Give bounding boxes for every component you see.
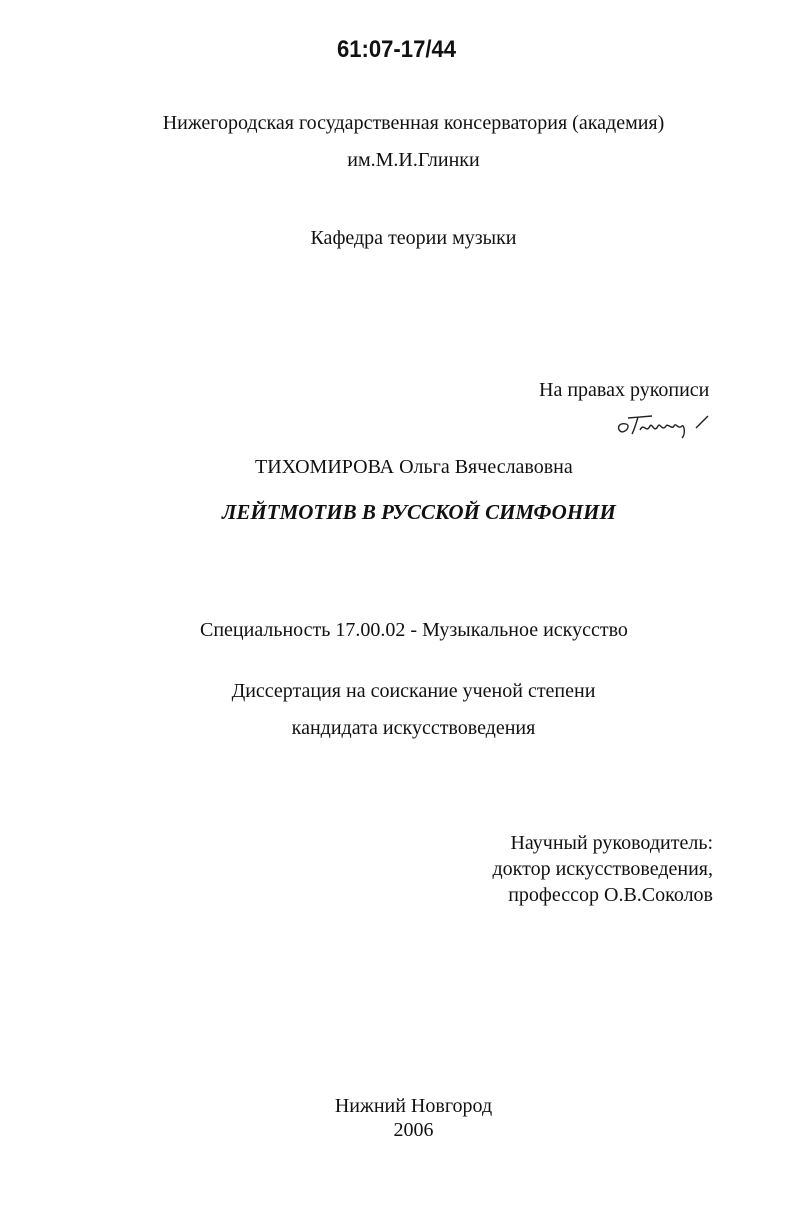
- advisor-block: [492, 830, 713, 908]
- specialty: Специальность 17.00.02 - Музыкальное искусство: [200, 619, 628, 641]
- institution-name: им.М.И.Глинки: [347, 149, 480, 171]
- dissertation-title: ЛЕЙТМОТИВ В РУССКОЙ СИМФОНИИ: [222, 500, 616, 524]
- institution: Нижегородская государственная консерватория (академия): [162, 112, 665, 134]
- department: Кафедра теории музыки: [310, 227, 517, 249]
- year: 2006: [393, 1119, 434, 1141]
- handwritten-signature-icon: [612, 404, 732, 444]
- archive-code: 61:07-17/44: [336, 36, 457, 63]
- degree-line-2: кандидата искусствоведения: [291, 717, 536, 739]
- advisor-label: Научный руководитель:: [510, 832, 713, 854]
- advisor-degree: доктор искусствоведения,: [492, 858, 713, 880]
- author-name: ТИХОМИРОВА Ольга Вячеславовна: [255, 456, 573, 478]
- city: Нижний Новгород: [334, 1095, 493, 1117]
- degree-line-1: Диссертация на соискание ученой степени: [231, 680, 596, 702]
- advisor-name: профессор О.В.Соколов: [508, 884, 713, 906]
- manuscript-rights: На правах рукописи: [539, 379, 710, 401]
